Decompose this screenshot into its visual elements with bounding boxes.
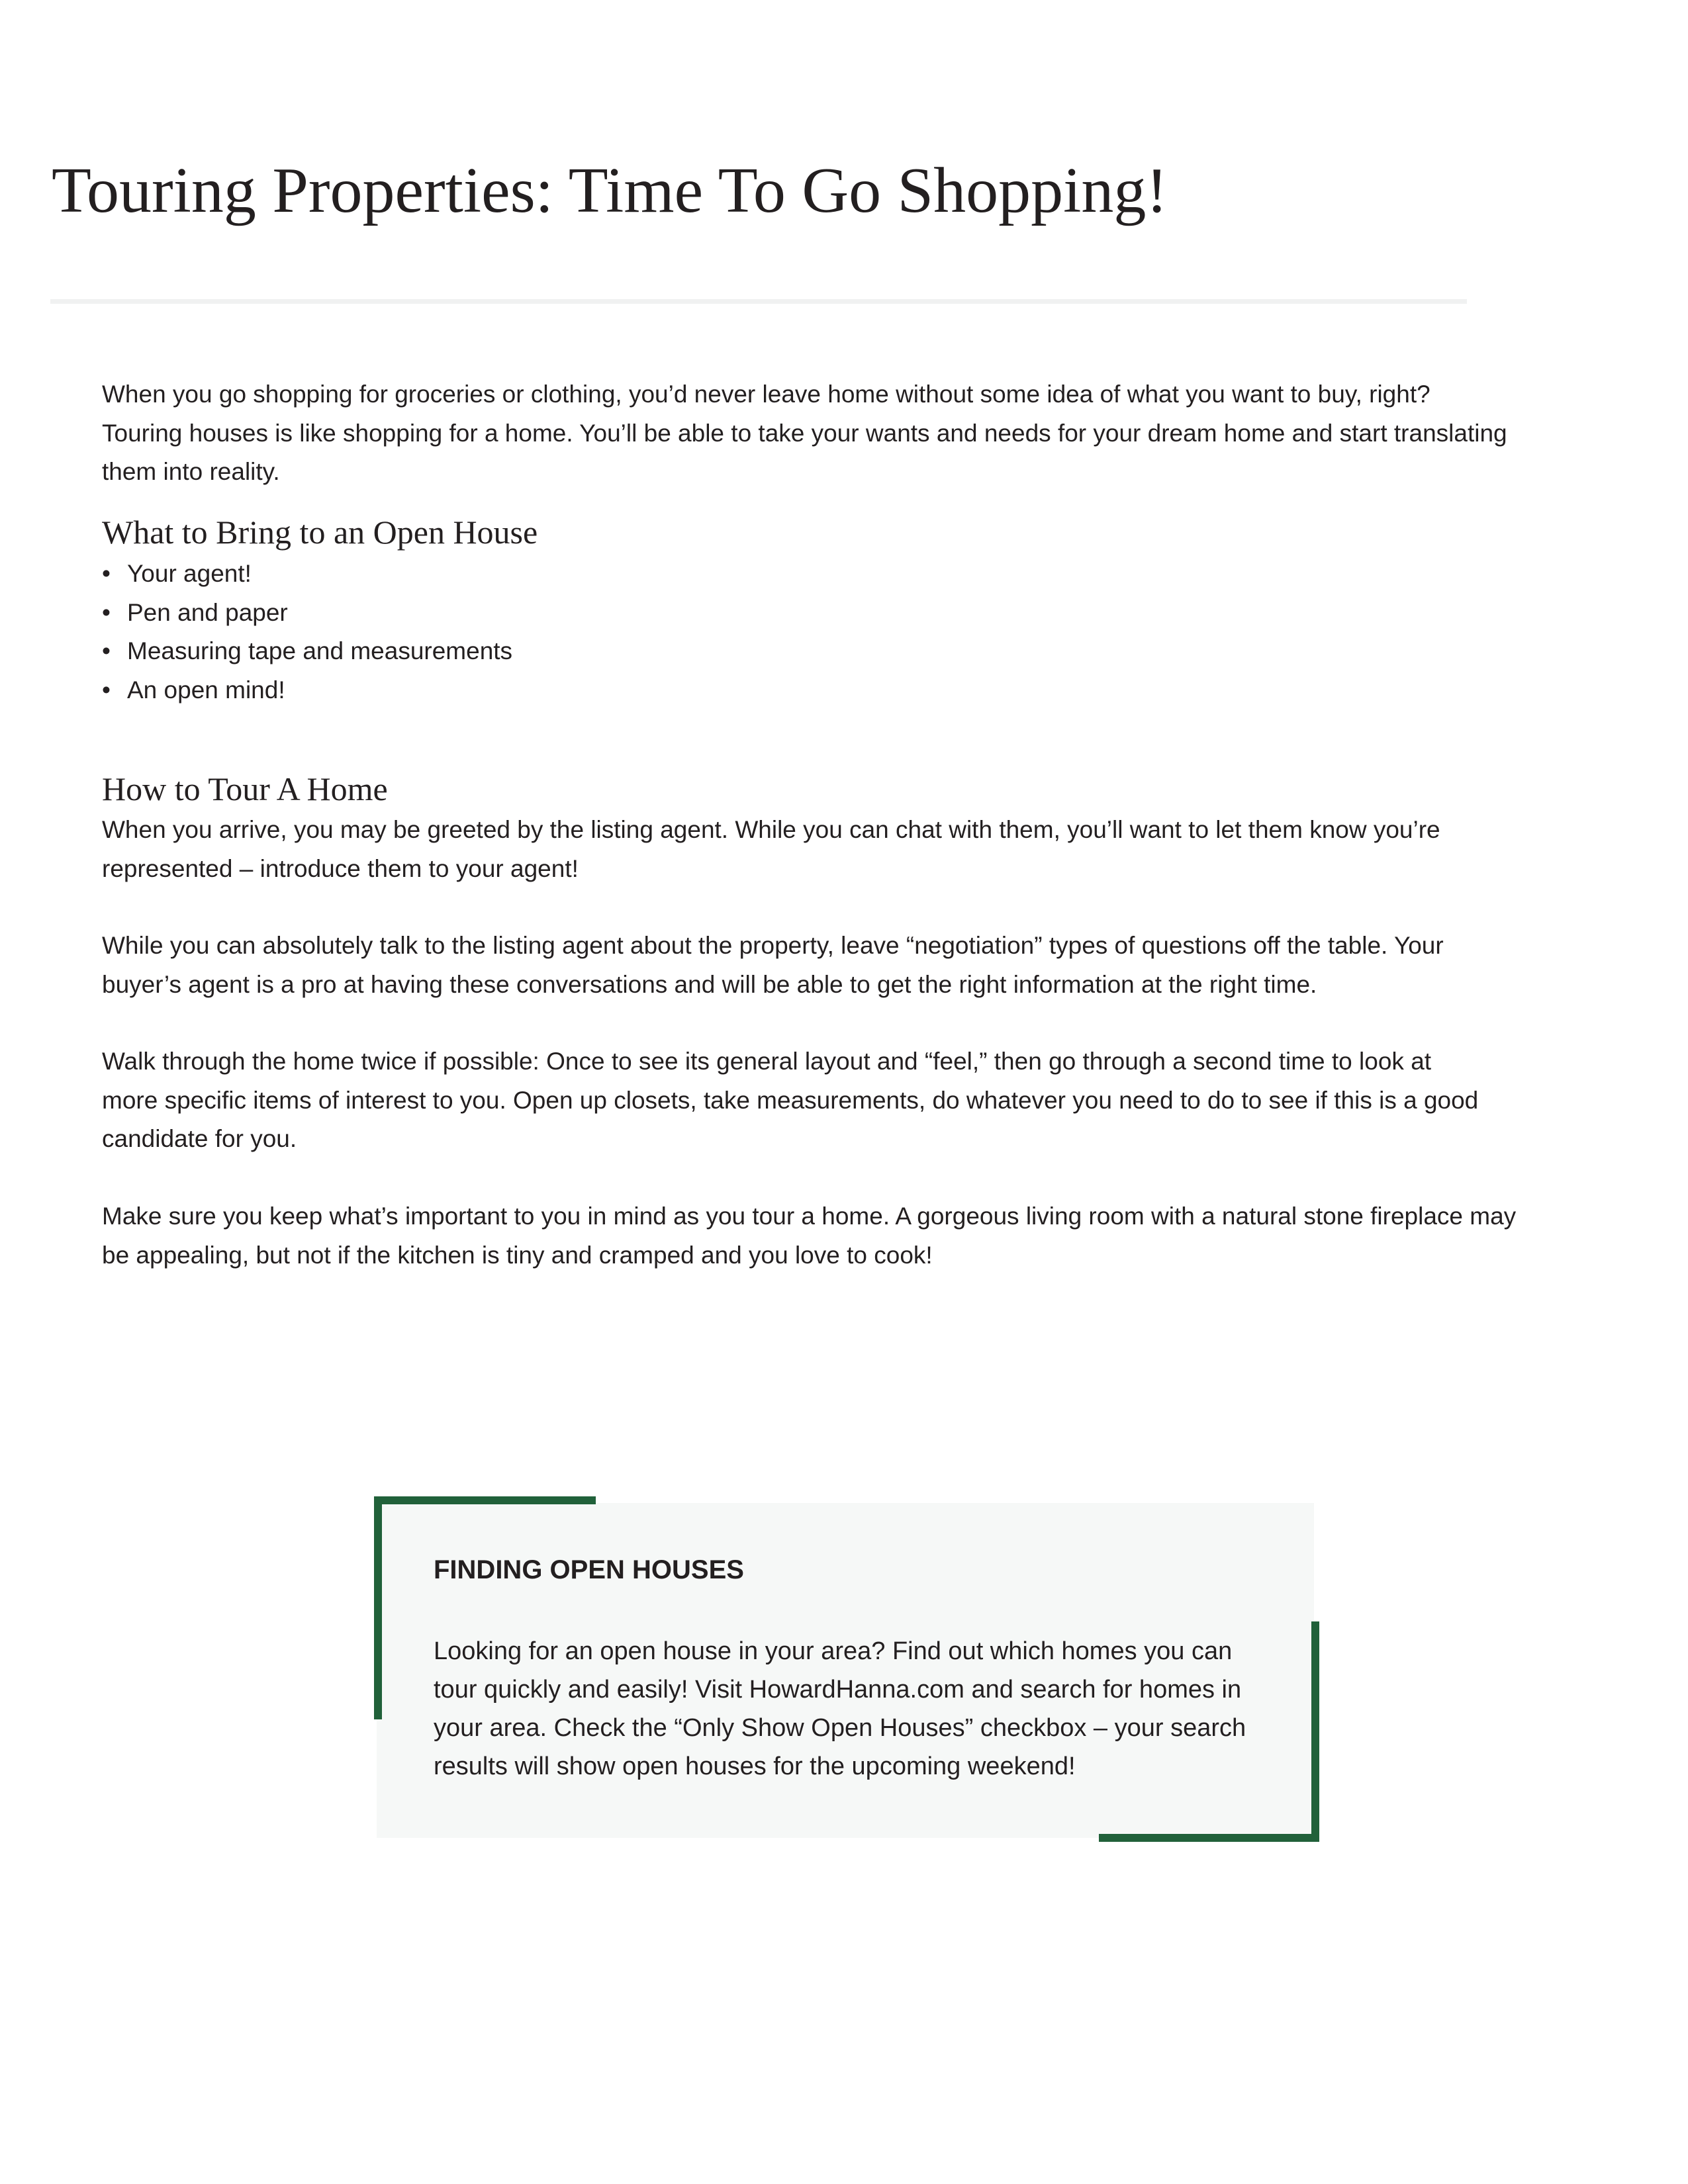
callout-corner-accent-left [374, 1496, 382, 1719]
text-line: When you arrive, you may be greeted by the listing agent. While you can chat with them, you’ll want to let them know you’re [102, 816, 1440, 843]
text-line: tour quickly and easily! Visit HowardHanna.com and search for homes in [434, 1676, 1242, 1704]
callout-corner-accent-right [1311, 1621, 1319, 1842]
bullet-icon: • [102, 637, 111, 664]
title-divider [50, 299, 1467, 304]
bring-item-text: Measuring tape and measurements [127, 637, 513, 664]
tour-heading: How to Tour A Home [102, 770, 388, 807]
callout-heading: FINDING OPEN HOUSES [434, 1555, 744, 1584]
intro-paragraph [102, 375, 1507, 492]
callout-text [434, 1632, 1246, 1786]
tour-paragraph [102, 927, 1444, 1004]
text-line: represented – introduce them to your agent! [102, 854, 579, 882]
bullet-icon: • [102, 598, 111, 626]
bring-item-text: An open mind! [127, 676, 285, 704]
text-line: your area. Check the “Only Show Open Houses” checkbox – your search [434, 1714, 1246, 1742]
text-line: Make sure you keep what’s important to you in mind as you tour a home. A gorgeous living room with a natural stone fireplace may [102, 1203, 1517, 1230]
bring-list [102, 555, 512, 709]
text-line: results will show open houses for the upcoming weekend! [434, 1752, 1076, 1780]
text-line: Looking for an open house in your area? Find out which homes you can [434, 1637, 1233, 1665]
callout-corner-accent-top [374, 1496, 596, 1504]
text-line: be appealing, but not if the kitchen is tiny and cramped and you love to cook! [102, 1241, 933, 1269]
intro-line: When you go shopping for groceries or clothing, you’d never leave home without some idea of what you want to buy, right? [102, 381, 1430, 408]
text-line: buyer’s agent is a pro at having these conversations and will be able to get the right information at the right time. [102, 970, 1317, 998]
tour-paragraph [102, 811, 1440, 888]
page-title: Touring Properties: Time To Go Shopping! [52, 155, 1168, 226]
text-line: While you can absolutely talk to the listing agent about the property, leave “negotiation” types of questions off the table. Your [102, 932, 1444, 959]
bullet-icon: • [102, 560, 111, 587]
text-line: Walk through the home twice if possible: Once to see its general layout and “feel,” then go through a second time to look at [102, 1048, 1432, 1075]
tour-paragraph [102, 1197, 1516, 1275]
bring-item [102, 594, 512, 633]
intro-line: Touring houses is like shopping for a home. You’ll be able to take your wants and needs for your dream home and start translating [102, 419, 1507, 447]
bring-item-text: Pen and paper [127, 598, 288, 626]
text-line: more specific items of interest to you. Open up closets, take measurements, do whatever you need to do to see if this is a good [102, 1086, 1479, 1114]
bring-item-text: Your agent! [127, 560, 252, 587]
bring-item [102, 671, 512, 710]
tour-paragraph [102, 1042, 1478, 1159]
bring-item [102, 632, 512, 671]
callout-corner-accent-bottom [1099, 1834, 1319, 1842]
bring-heading: What to Bring to an Open House [102, 514, 538, 551]
intro-line: them into reality. [102, 458, 280, 485]
bring-item [102, 555, 512, 594]
text-line: candidate for you. [102, 1125, 297, 1152]
bullet-icon: • [102, 676, 111, 704]
